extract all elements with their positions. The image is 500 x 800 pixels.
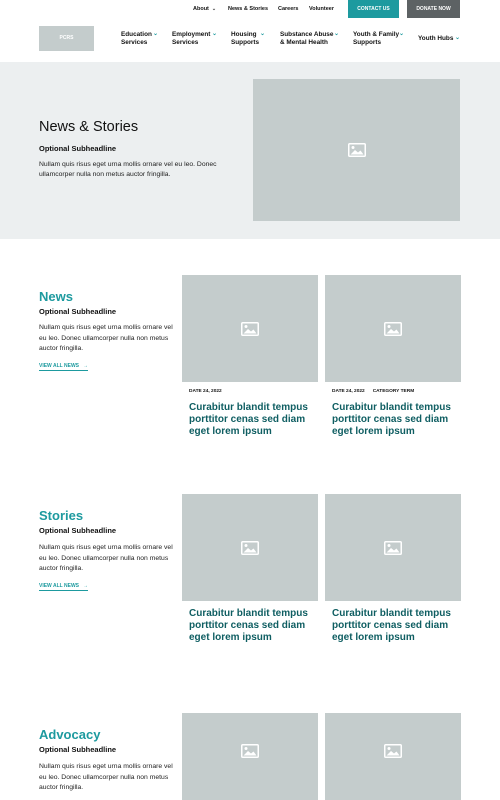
stories-subheadline: Optional Subheadline [39,526,117,535]
image-placeholder-icon [384,541,402,555]
util-careers-link[interactable]: Careers [278,6,299,12]
nav-label-line1: Education [121,31,152,38]
nav-education-services[interactable] [121,31,159,46]
story-card-title[interactable]: Curabitur blandit tempus porttitor cenas sed diam eget lorem ipsum [332,608,451,643]
advocacy-body-text: Nullam quis risus eget urna mollis ornare vel eu leo. Donec ullamcorper nulla non metus auctor fringilla. [39,763,173,791]
image-placeholder-icon [241,744,259,758]
advocacy-subheadline: Optional Subheadline [39,745,117,754]
view-all-stories-link[interactable] [39,583,88,591]
nav-label-line2: Services [172,38,199,46]
nav-label-line2: Services [121,38,148,46]
chevron-down-icon: ⌄ [455,35,461,41]
nav-youth-family-supports[interactable] [353,31,405,46]
advocacy-card-image[interactable] [325,713,461,800]
chevron-down-icon: ⌄ [260,31,266,37]
utility-bar [0,0,500,18]
arrow-right-icon: → [83,363,88,369]
chevron-down-icon: ⌄ [153,31,159,37]
page-title: News & Stories [39,119,139,135]
story-card-title[interactable]: Curabitur blandit tempus porttitor cenas sed diam eget lorem ipsum [189,608,308,643]
news-section-title: News [39,289,73,304]
hero-body-text: Nullam quis risus eget urna mollis ornare vel eu leo. Donec ullamcorper nulla non metus auctor fringilla. [39,161,217,178]
nav-label-line2: Supports [353,38,382,46]
nav-housing-supports[interactable] [231,31,266,46]
nav-label-line2: & Mental Health [280,38,328,46]
image-placeholder-icon [384,744,402,758]
util-volunteer-link[interactable]: Volunteer [309,6,334,12]
hero-image [253,79,460,221]
stories-section-title: Stories [39,508,84,523]
nav-youth-hubs[interactable] [418,35,461,43]
util-about-label: About [193,6,209,12]
nav-label-line1: Youth Hubs [418,35,454,42]
card-date: DATE 24, 2022 [332,389,365,394]
news-body-text: Nullam quis risus eget urna mollis ornare vel eu leo. Donec ullamcorper nulla non metus auctor fringilla. [39,324,173,352]
chevron-down-icon: ⌄ [211,6,217,12]
news-card-title[interactable]: Curabitur blandit tempus porttitor cenas sed diam eget lorem ipsum [332,402,451,437]
stories-body-text: Nullam quis risus eget urna mollis ornare vel eu leo. Donec ullamcorper nulla non metus auctor fringilla. [39,544,173,572]
story-card-image[interactable] [182,494,318,601]
view-all-label: VIEW ALL NEWS [39,363,79,369]
news-card-image[interactable] [325,275,461,382]
story-card-image[interactable] [325,494,461,601]
donate-now-button[interactable]: DONATE NOW [407,0,460,18]
news-subheadline: Optional Subheadline [39,307,117,316]
news-card-meta [332,389,414,394]
logo[interactable]: PCRS [39,26,94,51]
util-about-link[interactable] [193,0,216,18]
card-category[interactable]: CATEGORY TERM [372,389,415,394]
nav-label-line1: Housing [231,31,257,38]
image-placeholder-icon [384,322,402,336]
advocacy-section-title: Advocacy [39,727,101,742]
hero-section [0,62,500,239]
news-card-title[interactable]: Curabitur blandit tempus porttitor cenas sed diam eget lorem ipsum [189,402,308,437]
view-all-news-link[interactable] [39,363,88,371]
image-placeholder-icon [241,541,259,555]
view-all-label: VIEW ALL NEWS [39,583,79,589]
nav-substance-abuse[interactable] [280,31,340,46]
nav-label-line1: Substance Abuse [280,31,334,38]
news-card-image[interactable] [182,275,318,382]
news-card-meta [189,389,222,394]
nav-employment-services[interactable] [172,31,218,46]
chevron-down-icon: ⌄ [212,31,218,37]
contact-us-button[interactable]: CONTACT US [348,0,399,18]
chevron-down-icon: ⌄ [399,31,405,37]
arrow-right-icon: → [83,583,88,589]
util-news-stories-link[interactable]: News & Stories [228,6,269,12]
advocacy-card-image[interactable] [182,713,318,800]
nav-label-line2: Supports [231,38,260,46]
nav-label-line1: Youth & Family [353,31,400,38]
image-placeholder-icon [348,143,366,157]
card-date: DATE 24, 2022 [189,389,222,394]
nav-label-line1: Employment [172,31,211,38]
chevron-down-icon: ⌄ [334,31,340,37]
hero-subheadline: Optional Subheadline [39,144,117,153]
image-placeholder-icon [241,322,259,336]
